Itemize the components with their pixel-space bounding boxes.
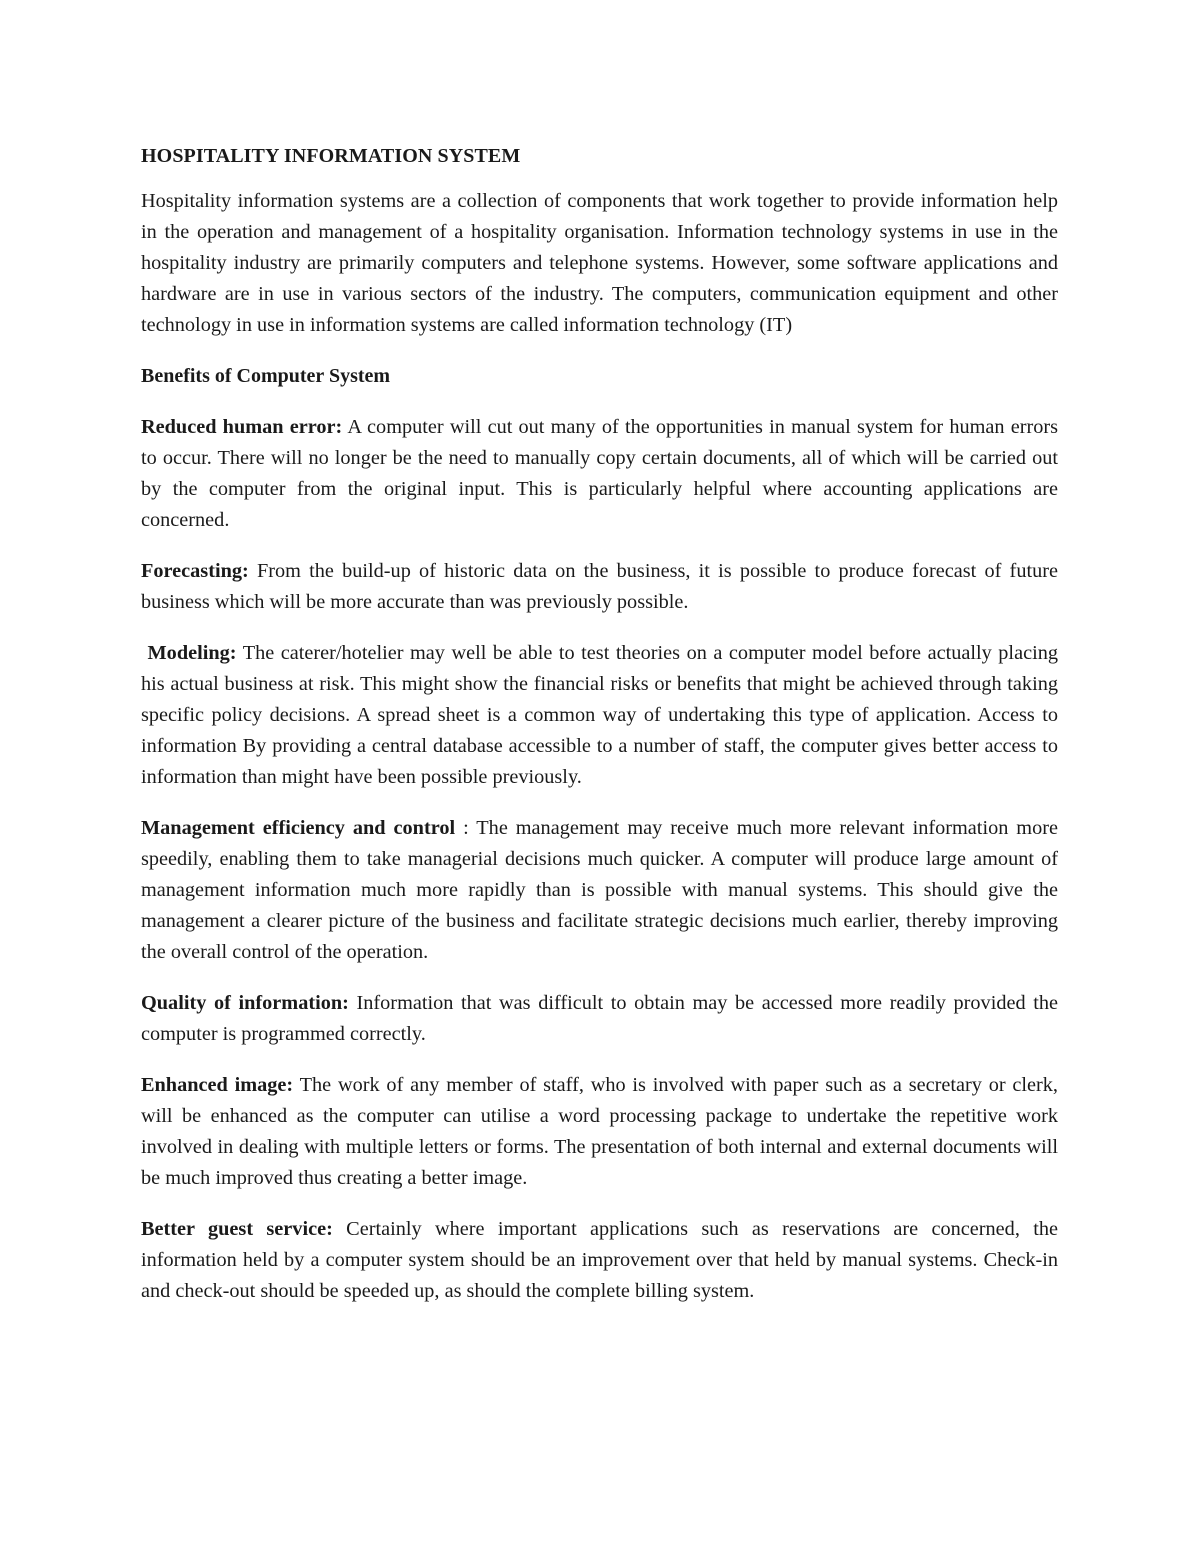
benefit-management-efficiency <box>141 813 1058 968</box>
benefit-better-guest-service <box>141 1214 1058 1307</box>
benefit-term: Forecasting: <box>141 560 249 582</box>
benefit-forecasting <box>141 556 1058 618</box>
benefit-term: Better guest service: <box>141 1218 333 1240</box>
benefit-text: Certainly where important applications such as reservations are concerned, the information held by a computer system should be an improvement over that held by manual systems. Check-in and check-out should be speeded up, as should the complete billing system. <box>141 1218 1058 1302</box>
benefit-modeling <box>141 638 1058 793</box>
benefit-reduced-human-error <box>141 412 1058 536</box>
benefit-term: Quality of information: <box>141 992 349 1014</box>
benefit-text: A computer will cut out many of the opportunities in manual system for human errors to occur. There will no longer be the need to manually copy certain documents, all of which will be carried out by the computer from the original input. This is particularly helpful where accounting applications are concerned. <box>141 416 1058 531</box>
benefit-term: Modeling: <box>147 642 237 664</box>
benefit-term: Enhanced image: <box>141 1074 294 1096</box>
document-page <box>141 140 1058 1327</box>
benefit-text: : The management may receive much more relevant information more speedily, enabling them to take managerial decisions much quicker. A computer will produce large amount of management information much more rapidly than is possible with manual systems. This should give the management a clearer picture of the business and facilitate strategic decisions much earlier, thereby improving the overall control of the operation. <box>141 817 1058 963</box>
benefit-text: From the build-up of historic data on the business, it is possible to produce forecast of future business which will be more accurate than was previously possible. <box>141 560 1058 613</box>
section-heading: Benefits of Computer System <box>141 365 391 387</box>
benefit-text: The work of any member of staff, who is involved with paper such as a secretary or clerk, will be enhanced as the computer can utilise a word processing package to undertake the repetitive work involved in dealing with multiple letters or forms. The presentation of both internal and external documents will be much improved thus creating a better image. <box>141 1074 1058 1189</box>
benefit-text: The caterer/hotelier may well be able to test theories on a computer model before actually placing his actual business at risk. This might show the financial risks or benefits that might be achieved through taking specific policy decisions. A spread sheet is a common way of undertaking this type of application. Access to information By providing a central database accessible to a number of staff, the computer gives better access to information than might have been possible previously. <box>141 642 1058 788</box>
document-title: HOSPITALITY INFORMATION SYSTEM <box>141 145 521 167</box>
benefit-enhanced-image <box>141 1070 1058 1194</box>
benefit-text: Information that was difficult to obtain may be accessed more readily provided the computer is programmed correctly. <box>141 992 1059 1045</box>
benefit-quality-of-information <box>141 988 1058 1050</box>
benefit-term: Management efficiency and control <box>141 817 456 839</box>
intro-paragraph: Hospitality information systems are a collection of components that work together to provide information help in the operation and management of a hospitality organisation. Information technology systems in use in the hospitality industry are primarily computers and telephone systems. However, some software applications and hardware are in use in various sectors of the industry. The computers, communication equipment and other technology in use in information systems are called information technology (IT) <box>141 190 1058 336</box>
benefit-term: Reduced human error: <box>141 416 343 438</box>
